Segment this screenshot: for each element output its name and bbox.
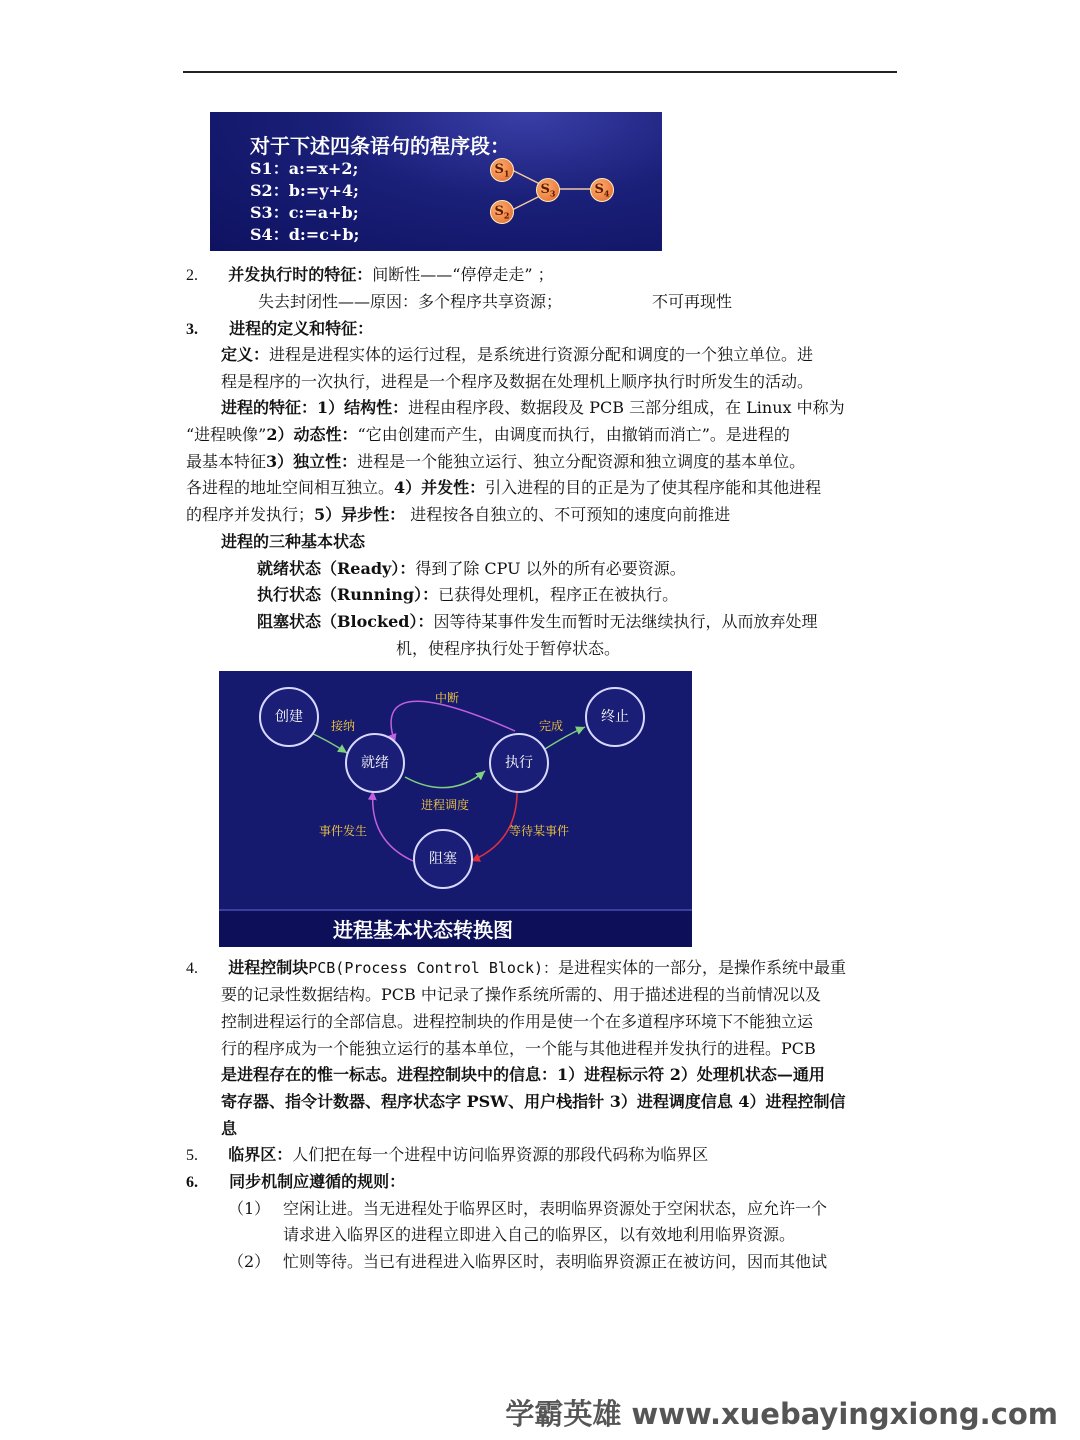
statement-s3: S3：c:=a+b; xyxy=(250,203,359,222)
label-interrupt: 中断 xyxy=(435,691,460,705)
sec5-line xyxy=(186,1143,708,1168)
sec3-heading: 进程的定义和特征： xyxy=(229,319,374,338)
label-admit: 接纳 xyxy=(331,719,356,733)
def-text-1: 进程是进程实体的运行过程，是系统进行资源分配和调度的一个独立单位。进 xyxy=(269,345,814,364)
feat-concurrency-label: 4）并发性： xyxy=(394,478,486,497)
feat-independent-label: 3）独立性： xyxy=(266,452,358,471)
feat-structure-label: 1）结构性： xyxy=(317,398,409,417)
sec2-line1 xyxy=(186,263,554,288)
running-state-line xyxy=(257,583,678,607)
sec3-number: 3. xyxy=(186,321,198,338)
pcb-text-3: 控制进程运行的全部信息。进程控制块的作用是使一个在多道程序环境下不能独立运 xyxy=(221,1012,814,1031)
sec2-line2b: 不可再现性 xyxy=(652,292,733,311)
feat-address-space: 各进程的地址空间相互独立。 xyxy=(186,478,395,497)
feat-dynamic-label: 2）动态性： xyxy=(266,425,358,444)
critical-section-text: 人们把在每一个进程中访问临界资源的那段代码称为临界区 xyxy=(292,1145,709,1164)
header-rule xyxy=(183,71,897,73)
sec3-def-line2: 程是程序的一次执行，进程是一个程序及数据在处理机上顺序执行时所发生的活动。 xyxy=(221,372,814,391)
ready-state-line xyxy=(257,557,686,581)
feat-concurrency-text: 引入进程的目的正是为了使其程序能和其他进程 xyxy=(485,478,822,497)
rule1-text-2: 请求进入临界区的进程立即进入自己的临界区，以有效地利用临界资源。 xyxy=(283,1225,796,1244)
pcb-text-2: 要的记录性数据结构。PCB 中记录了操作系统所需的、用于描述进程的当前情况以及 xyxy=(221,985,821,1004)
statement-s1: S1：a:=x+2; xyxy=(250,159,359,178)
sec6-heading: 同步机制应遵循的规则： xyxy=(229,1172,406,1191)
graph-node-s3: $S_3$ xyxy=(536,178,560,202)
arrow-event-occur xyxy=(373,791,413,861)
ready-label: 就绪状态（Ready）： xyxy=(257,559,416,578)
sec4-line1 xyxy=(186,956,846,981)
sec4-number: 4. xyxy=(186,960,198,977)
diagram-caption: 进程基本状态转换图 xyxy=(333,918,513,942)
blocked-label: 阻塞状态（Blocked）： xyxy=(257,612,434,631)
rule1-number: （1） xyxy=(228,1199,271,1218)
sec6-heading-line xyxy=(186,1170,405,1195)
pcb-full-name: PCB(Process Control Block)： xyxy=(308,959,559,977)
sec2-label: 并发执行时的特征： xyxy=(228,265,373,284)
statement-s4: S4：d:=c+b; xyxy=(250,225,360,244)
ready-text: 得到了除 CPU 以外的所有必要资源。 xyxy=(415,559,686,578)
feat-label: 进程的特征： xyxy=(221,398,318,417)
site-watermark: 学霸英雄 www.xuebayingxiong.com xyxy=(505,1397,1058,1431)
pcb-text-1: 是进程实体的一部分，是操作系统中最重 xyxy=(558,958,847,977)
state-transition-slide xyxy=(219,671,692,947)
pcb-text-7: 息 xyxy=(221,1119,238,1138)
state-run: 执行 xyxy=(489,733,549,793)
rule1-text-1: 空闲让进。当无进程处于临界区时，表明临界资源处于空闲状态，应允许一个 xyxy=(283,1199,828,1218)
feat-line1 xyxy=(221,396,845,420)
sec2-number: 2. xyxy=(186,267,198,284)
pcb-label: 进程控制块 xyxy=(228,958,309,977)
feat-line2 xyxy=(186,423,790,447)
sec2-line2a: 失去封闭性——原因：多个程序共享资源； xyxy=(258,292,563,311)
slide1-title: 对于下述四条语句的程序段： xyxy=(250,134,510,158)
blocked-text-1: 因等待某事件发生而暂时无法继续执行，从而放弃处理 xyxy=(433,612,818,631)
running-text: 已获得处理机，程序正在被执行。 xyxy=(438,585,679,604)
feat-process-image: “进程映像” xyxy=(186,425,267,444)
state-create: 创建 xyxy=(259,687,319,747)
arrow-interrupt xyxy=(391,701,515,743)
rule2-text-1: 忙则等待。当已有进程进入临界区时，表明临界资源正在被访问，因而其他试 xyxy=(283,1252,828,1271)
rule2-number: （2） xyxy=(228,1252,271,1271)
label-wait-event: 等待某事件 xyxy=(509,824,570,838)
state-block: 阻塞 xyxy=(413,829,473,889)
feat-async-label: 5）异步性： xyxy=(314,505,406,524)
states-heading: 进程的三种基本状态 xyxy=(221,532,366,551)
blocked-state-line xyxy=(257,610,818,634)
blocked-text-2: 机，使程序执行处于暂停状态。 xyxy=(396,639,621,658)
running-label: 执行状态（Running）： xyxy=(257,585,439,604)
statement-s2: S2：b:=y+4; xyxy=(250,181,359,200)
graph-node-s2: $S_2$ xyxy=(490,200,514,224)
feat-async-text: 进程按各自独立的、不可预知的速度向前推进 xyxy=(405,505,731,524)
state-ready: 就绪 xyxy=(345,733,405,793)
sec3-def-line1 xyxy=(221,343,813,367)
critical-section-label: 临界区： xyxy=(228,1145,293,1164)
sec6-number: 6. xyxy=(186,1174,198,1191)
sec5-number: 5. xyxy=(186,1147,198,1164)
feat-independent-text: 进程是一个能独立运行、独立分配资源和独立调度的基本单位。 xyxy=(357,452,806,471)
arrow-dispatch xyxy=(405,771,485,788)
graph-node-s4: $S_4$ xyxy=(590,178,614,202)
label-event-occur: 事件发生 xyxy=(319,824,368,838)
feat-basic: 最基本特征 xyxy=(186,452,267,471)
feat-line3 xyxy=(186,450,805,474)
sec2-text: 间断性——“停停走走” ； xyxy=(372,265,554,284)
feat-line4 xyxy=(186,476,821,500)
statement-graph-slide xyxy=(210,112,662,251)
feat-line5 xyxy=(186,503,730,527)
feat-dynamic-text: “它由创建而产生，由调度而执行，由撤销而消亡”。是进程的 xyxy=(357,425,790,444)
label-dispatch: 进程调度 xyxy=(421,798,470,812)
pcb-text-6: 寄存器、指令计数器、程序状态字 PSW、用户栈指针 3）进程调度信息 4）进程控制信 xyxy=(221,1092,846,1111)
feat-structure-text: 进程由程序段、数据段及 PCB 三部分组成，在 Linux 中称为 xyxy=(408,398,845,417)
feat-concurrent-exec: 的程序并发执行； xyxy=(186,505,315,524)
pcb-text-5: 是进程存在的惟一标志。进程控制块中的信息：1）进程标示符 2）处理机状态—通用 xyxy=(221,1065,825,1084)
pcb-text-4: 行的程序成为一个能独立运行的基本单位，一个能与其他进程并发执行的进程。PCB xyxy=(221,1039,816,1058)
def-label: 定义： xyxy=(221,345,270,364)
graph-node-s1: $S_1$ xyxy=(490,158,514,182)
sec3-heading-line xyxy=(186,317,373,342)
label-complete: 完成 xyxy=(539,719,564,733)
state-end: 终止 xyxy=(585,687,645,747)
